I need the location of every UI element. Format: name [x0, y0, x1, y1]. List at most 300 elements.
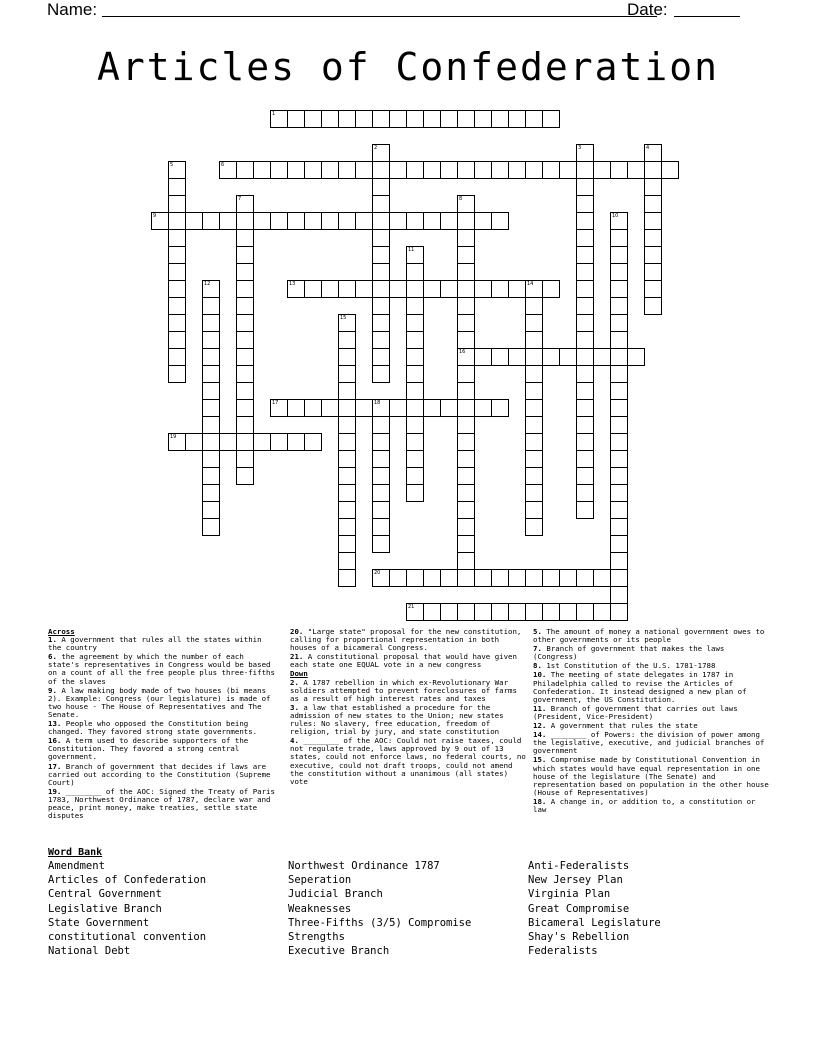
crossword-cell[interactable]	[236, 212, 254, 230]
crossword-cell[interactable]	[236, 229, 254, 247]
crossword-cell[interactable]	[372, 416, 390, 434]
crossword-cell[interactable]	[610, 348, 628, 366]
crossword-cell[interactable]	[457, 518, 475, 536]
crossword-cell[interactable]	[508, 161, 526, 179]
crossword-cell[interactable]	[644, 280, 662, 298]
crossword-cell[interactable]	[525, 348, 543, 366]
crossword-cell[interactable]	[372, 450, 390, 468]
crossword-cell[interactable]	[474, 280, 492, 298]
crossword-cell[interactable]	[644, 297, 662, 315]
crossword-cell[interactable]	[457, 161, 475, 179]
crossword-cell[interactable]	[491, 280, 509, 298]
crossword-cell[interactable]	[168, 263, 186, 281]
crossword-cell[interactable]	[270, 212, 288, 230]
crossword-cell[interactable]	[338, 433, 356, 451]
crossword-cell[interactable]	[168, 229, 186, 247]
crossword-cell[interactable]	[423, 399, 441, 417]
crossword-cell[interactable]	[559, 348, 577, 366]
crossword-cell[interactable]	[525, 450, 543, 468]
crossword-cell[interactable]	[542, 569, 560, 587]
crossword-cell[interactable]	[338, 280, 356, 298]
crossword-cell[interactable]	[236, 416, 254, 434]
crossword-cell[interactable]	[202, 484, 220, 502]
crossword-cell[interactable]	[593, 569, 611, 587]
crossword-cell[interactable]	[372, 365, 390, 383]
crossword-cell[interactable]	[491, 110, 509, 128]
crossword-cell[interactable]	[576, 263, 594, 281]
crossword-cell[interactable]	[406, 280, 424, 298]
crossword-cell[interactable]	[406, 416, 424, 434]
crossword-cell[interactable]	[202, 280, 220, 298]
crossword-cell[interactable]	[644, 246, 662, 264]
crossword-cell[interactable]	[389, 110, 407, 128]
crossword-cell[interactable]	[406, 161, 424, 179]
crossword-cell[interactable]	[202, 365, 220, 383]
crossword-cell[interactable]	[610, 229, 628, 247]
crossword-cell[interactable]	[202, 450, 220, 468]
crossword-cell[interactable]	[610, 416, 628, 434]
crossword-cell[interactable]	[236, 331, 254, 349]
crossword-cell[interactable]	[406, 450, 424, 468]
crossword-cell[interactable]	[168, 348, 186, 366]
crossword-cell[interactable]	[508, 569, 526, 587]
crossword-cell[interactable]	[236, 467, 254, 485]
crossword-cell[interactable]	[372, 178, 390, 196]
crossword-cell[interactable]	[406, 212, 424, 230]
crossword-cell[interactable]	[593, 161, 611, 179]
crossword-cell[interactable]	[372, 501, 390, 519]
crossword-cell[interactable]	[508, 603, 526, 621]
crossword-cell[interactable]	[525, 518, 543, 536]
crossword-cell[interactable]	[338, 161, 356, 179]
crossword-cell[interactable]	[610, 433, 628, 451]
crossword-cell[interactable]	[372, 110, 390, 128]
crossword-cell[interactable]	[661, 161, 679, 179]
crossword-cell[interactable]	[610, 399, 628, 417]
crossword-cell[interactable]	[610, 467, 628, 485]
crossword-cell[interactable]	[168, 433, 186, 451]
crossword-cell[interactable]	[644, 229, 662, 247]
crossword-cell[interactable]	[525, 297, 543, 315]
crossword-cell[interactable]	[576, 229, 594, 247]
crossword-cell[interactable]	[644, 144, 662, 162]
crossword-cell[interactable]	[338, 348, 356, 366]
crossword-cell[interactable]	[423, 212, 441, 230]
crossword-cell[interactable]	[168, 246, 186, 264]
crossword-cell[interactable]	[525, 569, 543, 587]
crossword-cell[interactable]	[185, 212, 203, 230]
crossword-cell[interactable]	[576, 178, 594, 196]
crossword-cell[interactable]	[576, 331, 594, 349]
crossword-cell[interactable]	[457, 314, 475, 332]
crossword-cell[interactable]	[525, 433, 543, 451]
crossword-cell[interactable]	[321, 399, 339, 417]
crossword-cell[interactable]	[491, 399, 509, 417]
crossword-cell[interactable]	[440, 569, 458, 587]
crossword-cell[interactable]	[355, 212, 373, 230]
crossword-cell[interactable]	[372, 246, 390, 264]
crossword-cell[interactable]	[355, 110, 373, 128]
crossword-cell[interactable]	[372, 212, 390, 230]
crossword-cell[interactable]	[236, 365, 254, 383]
crossword-cell[interactable]	[372, 484, 390, 502]
crossword-cell[interactable]	[610, 314, 628, 332]
crossword-cell[interactable]	[525, 280, 543, 298]
crossword-cell[interactable]	[423, 603, 441, 621]
crossword-cell[interactable]	[457, 229, 475, 247]
crossword-cell[interactable]	[338, 416, 356, 434]
crossword-cell[interactable]	[219, 212, 237, 230]
crossword-cell[interactable]	[270, 399, 288, 417]
crossword-cell[interactable]	[457, 535, 475, 553]
crossword-cell[interactable]	[525, 161, 543, 179]
crossword-cell[interactable]	[168, 314, 186, 332]
crossword-cell[interactable]	[525, 416, 543, 434]
crossword-cell[interactable]	[270, 433, 288, 451]
crossword-cell[interactable]	[644, 195, 662, 213]
crossword-cell[interactable]	[389, 399, 407, 417]
crossword-cell[interactable]	[406, 348, 424, 366]
crossword-cell[interactable]	[457, 382, 475, 400]
crossword-cell[interactable]	[491, 569, 509, 587]
crossword-cell[interactable]	[236, 246, 254, 264]
crossword-cell[interactable]	[542, 603, 560, 621]
crossword-cell[interactable]	[457, 569, 475, 587]
crossword-cell[interactable]	[406, 365, 424, 383]
crossword-cell[interactable]	[457, 263, 475, 281]
crossword-cell[interactable]	[406, 246, 424, 264]
crossword-cell[interactable]	[542, 280, 560, 298]
crossword-cell[interactable]	[236, 195, 254, 213]
crossword-cell[interactable]	[644, 178, 662, 196]
crossword-cell[interactable]	[457, 246, 475, 264]
crossword-cell[interactable]	[287, 212, 305, 230]
crossword-cell[interactable]	[304, 399, 322, 417]
crossword-cell[interactable]	[355, 399, 373, 417]
crossword-cell[interactable]	[440, 212, 458, 230]
crossword-cell[interactable]	[406, 399, 424, 417]
crossword-cell[interactable]	[457, 331, 475, 349]
crossword-cell[interactable]	[389, 161, 407, 179]
crossword-cell[interactable]	[457, 280, 475, 298]
crossword-cell[interactable]	[202, 467, 220, 485]
crossword-cell[interactable]	[338, 569, 356, 587]
crossword-cell[interactable]	[253, 161, 271, 179]
crossword-cell[interactable]	[168, 195, 186, 213]
crossword-cell[interactable]	[236, 450, 254, 468]
crossword-cell[interactable]	[610, 382, 628, 400]
crossword-cell[interactable]	[406, 382, 424, 400]
crossword-cell[interactable]	[338, 484, 356, 502]
crossword-cell[interactable]	[610, 552, 628, 570]
crossword-cell[interactable]	[440, 280, 458, 298]
crossword-cell[interactable]	[610, 246, 628, 264]
crossword-cell[interactable]	[457, 399, 475, 417]
crossword-cell[interactable]	[372, 467, 390, 485]
crossword-cell[interactable]	[219, 161, 237, 179]
crossword-cell[interactable]	[168, 161, 186, 179]
crossword-cell[interactable]	[474, 399, 492, 417]
crossword-cell[interactable]	[576, 569, 594, 587]
crossword-cell[interactable]	[355, 161, 373, 179]
crossword-cell[interactable]	[576, 280, 594, 298]
crossword-cell[interactable]	[627, 161, 645, 179]
crossword-cell[interactable]	[168, 297, 186, 315]
crossword-cell[interactable]	[372, 535, 390, 553]
crossword-cell[interactable]	[457, 297, 475, 315]
crossword-cell[interactable]	[610, 280, 628, 298]
crossword-cell[interactable]	[610, 365, 628, 383]
crossword-cell[interactable]	[372, 297, 390, 315]
crossword-cell[interactable]	[406, 467, 424, 485]
crossword-cell[interactable]	[236, 382, 254, 400]
crossword-cell[interactable]	[457, 552, 475, 570]
crossword-cell[interactable]	[355, 280, 373, 298]
crossword-cell[interactable]	[236, 161, 254, 179]
crossword-cell[interactable]	[151, 212, 169, 230]
crossword-cell[interactable]	[406, 331, 424, 349]
crossword-cell[interactable]	[610, 161, 628, 179]
crossword-cell[interactable]	[253, 433, 271, 451]
crossword-cell[interactable]	[576, 416, 594, 434]
crossword-cell[interactable]	[610, 501, 628, 519]
crossword-cell[interactable]	[389, 569, 407, 587]
crossword-cell[interactable]	[372, 348, 390, 366]
crossword-cell[interactable]	[508, 110, 526, 128]
crossword-cell[interactable]	[372, 314, 390, 332]
crossword-cell[interactable]	[202, 212, 220, 230]
crossword-cell[interactable]	[576, 603, 594, 621]
crossword-cell[interactable]	[406, 314, 424, 332]
crossword-cell[interactable]	[270, 110, 288, 128]
crossword-cell[interactable]	[610, 450, 628, 468]
crossword-cell[interactable]	[338, 552, 356, 570]
crossword-cell[interactable]	[372, 195, 390, 213]
crossword-cell[interactable]	[576, 348, 594, 366]
crossword-cell[interactable]	[610, 586, 628, 604]
crossword-cell[interactable]	[593, 348, 611, 366]
crossword-cell[interactable]	[287, 433, 305, 451]
crossword-cell[interactable]	[474, 161, 492, 179]
crossword-cell[interactable]	[304, 161, 322, 179]
crossword-cell[interactable]	[423, 569, 441, 587]
crossword-cell[interactable]	[576, 433, 594, 451]
crossword-cell[interactable]	[525, 467, 543, 485]
crossword-cell[interactable]	[202, 433, 220, 451]
crossword-cell[interactable]	[287, 280, 305, 298]
crossword-cell[interactable]	[644, 161, 662, 179]
crossword-cell[interactable]	[457, 365, 475, 383]
crossword-cell[interactable]	[185, 433, 203, 451]
crossword-cell[interactable]	[304, 110, 322, 128]
crossword-cell[interactable]	[474, 569, 492, 587]
crossword-cell[interactable]	[525, 365, 543, 383]
crossword-cell[interactable]	[372, 331, 390, 349]
crossword-cell[interactable]	[287, 110, 305, 128]
crossword-cell[interactable]	[202, 382, 220, 400]
crossword-cell[interactable]	[202, 348, 220, 366]
crossword-cell[interactable]	[287, 399, 305, 417]
crossword-cell[interactable]	[610, 603, 628, 621]
crossword-cell[interactable]	[525, 484, 543, 502]
crossword-cell[interactable]	[474, 212, 492, 230]
crossword-cell[interactable]	[372, 399, 390, 417]
crossword-cell[interactable]	[576, 467, 594, 485]
crossword-cell[interactable]	[168, 331, 186, 349]
crossword-cell[interactable]	[423, 280, 441, 298]
crossword-cell[interactable]	[457, 467, 475, 485]
crossword-cell[interactable]	[508, 348, 526, 366]
crossword-cell[interactable]	[542, 110, 560, 128]
crossword-cell[interactable]	[406, 263, 424, 281]
crossword-cell[interactable]	[576, 212, 594, 230]
crossword-cell[interactable]	[610, 297, 628, 315]
crossword-cell[interactable]	[525, 314, 543, 332]
crossword-cell[interactable]	[525, 382, 543, 400]
crossword-cell[interactable]	[236, 297, 254, 315]
crossword-cell[interactable]	[576, 501, 594, 519]
crossword-cell[interactable]	[525, 603, 543, 621]
crossword-cell[interactable]	[525, 501, 543, 519]
crossword-cell[interactable]	[202, 416, 220, 434]
crossword-cell[interactable]	[304, 433, 322, 451]
crossword-cell[interactable]	[576, 246, 594, 264]
crossword-cell[interactable]	[168, 212, 186, 230]
crossword-cell[interactable]	[610, 518, 628, 536]
crossword-cell[interactable]	[406, 110, 424, 128]
crossword-cell[interactable]	[457, 450, 475, 468]
crossword-cell[interactable]	[236, 280, 254, 298]
crossword-cell[interactable]	[576, 144, 594, 162]
crossword-cell[interactable]	[202, 518, 220, 536]
crossword-cell[interactable]	[474, 603, 492, 621]
crossword-cell[interactable]	[202, 501, 220, 519]
crossword-cell[interactable]	[236, 314, 254, 332]
crossword-cell[interactable]	[491, 348, 509, 366]
crossword-cell[interactable]	[610, 569, 628, 587]
crossword-cell[interactable]	[372, 229, 390, 247]
crossword-cell[interactable]	[372, 144, 390, 162]
crossword-cell[interactable]	[338, 365, 356, 383]
crossword-cell[interactable]	[576, 314, 594, 332]
crossword-cell[interactable]	[321, 280, 339, 298]
crossword-cell[interactable]	[338, 110, 356, 128]
crossword-cell[interactable]	[508, 280, 526, 298]
crossword-cell[interactable]	[610, 331, 628, 349]
crossword-cell[interactable]	[406, 433, 424, 451]
crossword-cell[interactable]	[338, 331, 356, 349]
crossword-cell[interactable]	[542, 348, 560, 366]
crossword-cell[interactable]	[372, 518, 390, 536]
crossword-cell[interactable]	[389, 212, 407, 230]
crossword-cell[interactable]	[202, 297, 220, 315]
crossword-cell[interactable]	[525, 110, 543, 128]
crossword-cell[interactable]	[321, 212, 339, 230]
crossword-cell[interactable]	[406, 484, 424, 502]
crossword-cell[interactable]	[644, 263, 662, 281]
crossword-cell[interactable]	[168, 178, 186, 196]
crossword-cell[interactable]	[491, 161, 509, 179]
crossword-cell[interactable]	[202, 399, 220, 417]
crossword-cell[interactable]	[338, 450, 356, 468]
crossword-cell[interactable]	[525, 399, 543, 417]
crossword-cell[interactable]	[168, 365, 186, 383]
crossword-cell[interactable]	[474, 348, 492, 366]
crossword-cell[interactable]	[440, 399, 458, 417]
crossword-cell[interactable]	[559, 603, 577, 621]
crossword-cell[interactable]	[457, 603, 475, 621]
crossword-cell[interactable]	[576, 399, 594, 417]
crossword-cell[interactable]	[321, 161, 339, 179]
crossword-cell[interactable]	[270, 161, 288, 179]
crossword-cell[interactable]	[338, 399, 356, 417]
crossword-cell[interactable]	[491, 603, 509, 621]
crossword-cell[interactable]	[457, 348, 475, 366]
crossword-cell[interactable]	[457, 212, 475, 230]
crossword-cell[interactable]	[440, 603, 458, 621]
crossword-cell[interactable]	[440, 161, 458, 179]
crossword-cell[interactable]	[457, 195, 475, 213]
crossword-cell[interactable]	[576, 450, 594, 468]
crossword-cell[interactable]	[236, 263, 254, 281]
crossword-cell[interactable]	[457, 433, 475, 451]
crossword-cell[interactable]	[304, 280, 322, 298]
crossword-cell[interactable]	[576, 161, 594, 179]
crossword-cell[interactable]	[610, 263, 628, 281]
crossword-cell[interactable]	[338, 467, 356, 485]
crossword-cell[interactable]	[491, 212, 509, 230]
crossword-cell[interactable]	[423, 161, 441, 179]
crossword-cell[interactable]	[236, 433, 254, 451]
crossword-cell[interactable]	[610, 212, 628, 230]
crossword-cell[interactable]	[474, 110, 492, 128]
crossword-cell[interactable]	[338, 535, 356, 553]
crossword-cell[interactable]	[559, 569, 577, 587]
crossword-cell[interactable]	[321, 110, 339, 128]
crossword-cell[interactable]	[576, 195, 594, 213]
crossword-cell[interactable]	[457, 416, 475, 434]
crossword-cell[interactable]	[236, 399, 254, 417]
crossword-cell[interactable]	[338, 518, 356, 536]
crossword-cell[interactable]	[576, 365, 594, 383]
crossword-cell[interactable]	[389, 280, 407, 298]
crossword-cell[interactable]	[593, 603, 611, 621]
crossword-cell[interactable]	[202, 314, 220, 332]
crossword-cell[interactable]	[559, 161, 577, 179]
crossword-cell[interactable]	[423, 110, 441, 128]
crossword-cell[interactable]	[372, 569, 390, 587]
crossword-cell[interactable]	[457, 484, 475, 502]
crossword-cell[interactable]	[576, 382, 594, 400]
crossword-cell[interactable]	[406, 603, 424, 621]
crossword-cell[interactable]	[525, 331, 543, 349]
crossword-cell[interactable]	[338, 212, 356, 230]
crossword-cell[interactable]	[304, 212, 322, 230]
crossword-cell[interactable]	[627, 348, 645, 366]
crossword-cell[interactable]	[338, 382, 356, 400]
crossword-cell[interactable]	[576, 297, 594, 315]
crossword-cell[interactable]	[253, 212, 271, 230]
crossword-cell[interactable]	[287, 161, 305, 179]
crossword-cell[interactable]	[338, 501, 356, 519]
crossword-cell[interactable]	[644, 212, 662, 230]
crossword-cell[interactable]	[576, 484, 594, 502]
crossword-cell[interactable]	[219, 433, 237, 451]
crossword-cell[interactable]	[236, 348, 254, 366]
crossword-cell[interactable]	[372, 263, 390, 281]
crossword-cell[interactable]	[372, 433, 390, 451]
crossword-cell[interactable]	[372, 161, 390, 179]
